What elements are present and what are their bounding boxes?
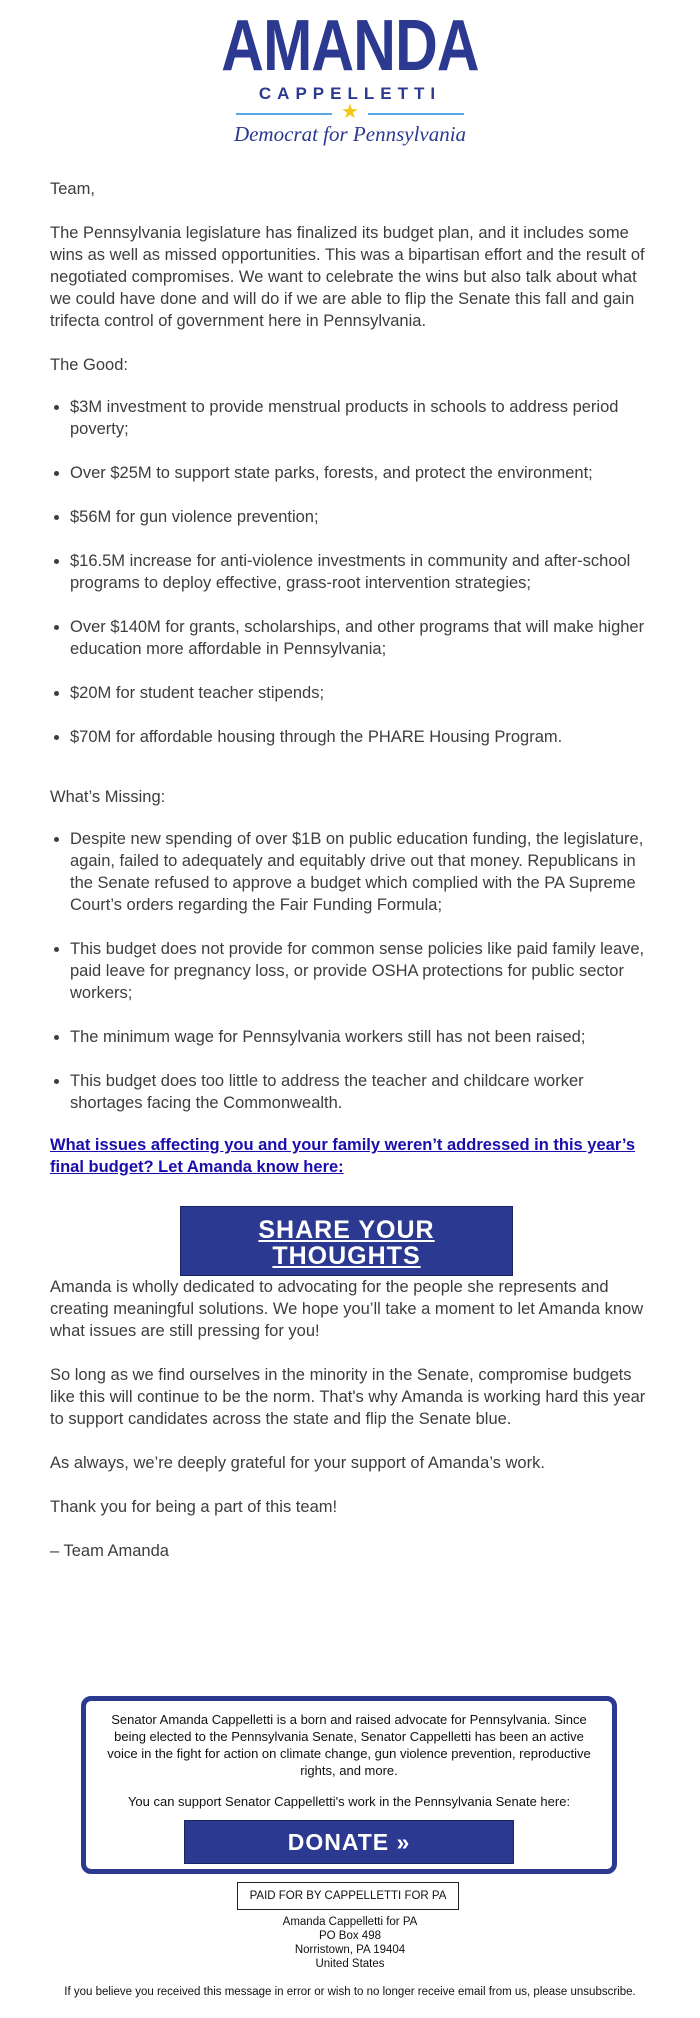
good-heading: The Good:: [50, 356, 128, 374]
list-item: • $20M for student teacher stipends;: [70, 682, 650, 704]
list-item: • This budget does not provide for common sense policies like paid family leave, paid leave for pregnancy loss, or provide OSHA protections for public sector workers;: [70, 938, 650, 1004]
list-item: • $16.5M increase for anti-violence investments in community and after-school programs to deploy effective, grass-root intervention strategies;: [70, 550, 650, 594]
list-item: • $3M investment to provide menstrual products in schools to address period poverty;: [70, 396, 650, 440]
address-line: Amanda Cappelletti for PA: [282, 1916, 418, 1928]
signoff: – Team Amanda: [50, 1542, 169, 1560]
email-body: [50, 178, 650, 1562]
list-item: • Over $25M to support state parks, forests, and protect the environment;: [70, 462, 650, 484]
list-item: • Despite new spending of over $1B on public education funding, the legislature, again, failed to adequately and equitably drive out that money. Republicans in the Senate refused to approve a budget which complied with the PA Supreme Court’s orders regarding the Fair Funding Formula;: [70, 828, 650, 916]
share-thoughts-button[interactable]: SHARE YOUR THOUGHTS: [180, 1206, 513, 1276]
address-line: United States: [315, 1958, 385, 1970]
mailing-address: [0, 1915, 700, 1971]
logo-divider: [236, 101, 464, 123]
good-list: [50, 396, 650, 748]
logo-name: AMANDA: [221, 6, 479, 86]
donate-box: [81, 1696, 617, 1874]
dedicated-paragraph: Amanda is wholly dedicated to advocating for the people she represents and creating meaningful solutions. We hope you’ll take a moment to let Amanda know what issues are still pressing for you!: [50, 1278, 644, 1340]
feedback-link[interactable]: What issues affecting you and your family weren’t addressed in this year’s final budget? Let Amanda know here:: [50, 1136, 636, 1176]
donate-button[interactable]: DONATE »: [184, 1820, 514, 1864]
logo-rule-right: [368, 113, 464, 115]
logo-tagline: Democrat for Pennsylvania: [233, 122, 467, 146]
address-line: PO Box 498: [318, 1930, 381, 1942]
list-item: • $56M for gun violence prevention;: [70, 506, 650, 528]
list-item: • This budget does too little to address the teacher and childcare worker shortages facing the Commonwealth.: [70, 1070, 650, 1114]
grateful-paragraph: As always, we’re deeply grateful for your support of Amanda’s work.: [50, 1454, 545, 1472]
missing-list: [50, 828, 650, 1114]
unsubscribe-notice[interactable]: If you believe you received this message in error or wish to no longer receive email from us, please unsubscribe.: [64, 1986, 636, 1998]
thanks-paragraph: Thank you for being a part of this team!: [50, 1498, 338, 1516]
minority-paragraph: So long as we find ourselves in the minority in the Senate, compromise budgets like this will continue to be the norm. That's why Amanda is working hard this year to support candidates across the state and flip the Senate blue.: [50, 1366, 646, 1428]
logo-rule-left: [236, 113, 332, 115]
bio-text: Senator Amanda Cappelletti is a born and raised advocate for Pennsylvania. Since being elected to the Pennsylvania Senate, Senator Cappelletti has been an active voice in the fight for action on climate change, gun violence prevention, reproductive rights, and more.: [107, 1712, 591, 1778]
intro-paragraph: The Pennsylvania legislature has finalized its budget plan, and it includes some wins as well as missed opportunities. This was a bipartisan effort and the result of negotiated compromises. We want to celebrate the wins but also talk about what we could have done and will do if we are able to flip the Senate this fall and gain trifecta control of government here in Pennsylvania.: [50, 224, 645, 330]
star-icon: ★: [341, 101, 359, 123]
logo: [0, 6, 700, 147]
greeting: Team,: [50, 180, 95, 198]
list-item: • Over $140M for grants, scholarships, and other programs that will make higher education more affordable in Pennsylvania;: [70, 616, 650, 660]
list-item: • $70M for affordable housing through the PHARE Housing Program.: [70, 726, 650, 748]
logo-surname: CAPPELLETTI: [258, 84, 442, 103]
paid-for-disclaimer: PAID FOR BY CAPPELLETTI FOR PA: [237, 1882, 459, 1910]
address-line: Norristown, PA 19404: [294, 1944, 406, 1956]
list-item: • The minimum wage for Pennsylvania workers still has not been raised;: [70, 1026, 650, 1048]
support-text: You can support Senator Cappelletti's work in the Pennsylvania Senate here:: [127, 1794, 571, 1809]
missing-heading: What’s Missing:: [50, 788, 166, 806]
